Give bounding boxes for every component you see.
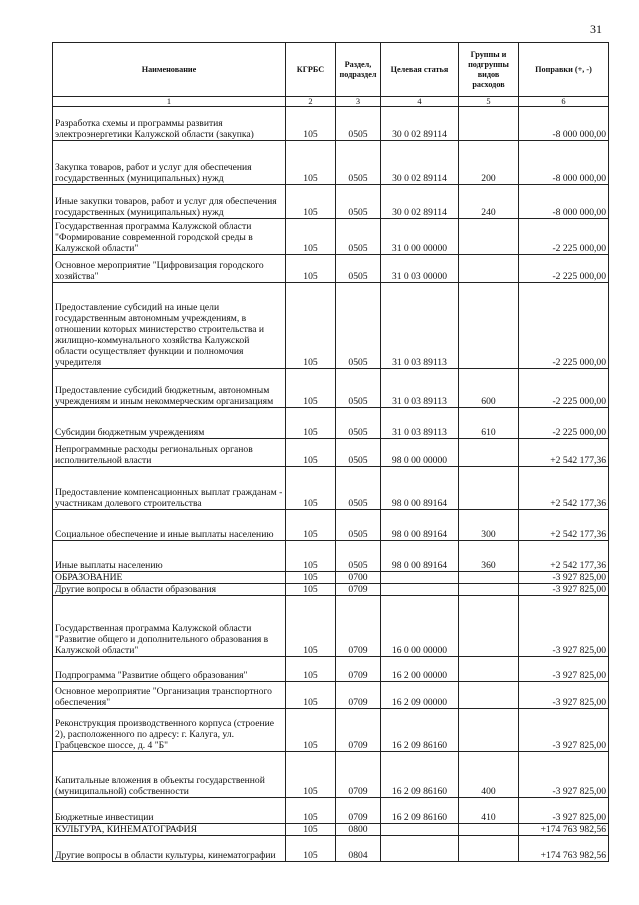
row-kgrbs: 105	[286, 467, 336, 510]
row-kgrbs: 105	[286, 584, 336, 596]
row-expense-group: 410	[459, 798, 519, 824]
row-section: 0505	[336, 408, 381, 439]
row-expense-group	[459, 584, 519, 596]
row-target-article: 16 2 09 86160	[381, 798, 459, 824]
table-row	[53, 709, 609, 752]
table-row	[53, 510, 609, 541]
row-name: Подпрограмма "Развитие общего образования"	[53, 657, 286, 682]
column-number: 3	[336, 97, 381, 107]
row-target-article: 98 0 00 89164	[381, 541, 459, 572]
table-row	[53, 836, 609, 862]
row-section: 0505	[336, 255, 381, 283]
row-amount: -3 927 825,00	[519, 584, 609, 596]
row-target-article	[381, 584, 459, 596]
table-row	[53, 439, 609, 467]
row-section: 0505	[336, 467, 381, 510]
row-name: Предоставление субсидий на иные цели государственным автономным учреждениям, в отношении которых министерство строительства и жилищно-коммунального хозяйства Калужской области осуществляет функции и полномочия учредителя	[53, 283, 286, 369]
row-section: 0709	[336, 798, 381, 824]
row-amount: -2 225 000,00	[519, 369, 609, 408]
row-kgrbs: 105	[286, 596, 336, 657]
row-kgrbs: 105	[286, 185, 336, 219]
row-section: 0709	[336, 682, 381, 709]
row-target-article: 31 0 03 00000	[381, 255, 459, 283]
row-target-article: 31 0 03 89113	[381, 283, 459, 369]
row-section: 0505	[336, 283, 381, 369]
row-name: ОБРАЗОВАНИЕ	[53, 572, 286, 584]
header-section: Раздел, подраздел	[336, 43, 381, 97]
row-name: Предоставление компенсационных выплат гражданам - участникам долевого строительства	[53, 467, 286, 510]
row-target-article	[381, 836, 459, 862]
row-amount: -2 225 000,00	[519, 255, 609, 283]
row-expense-group	[459, 596, 519, 657]
row-amount: +174 763 982,56	[519, 824, 609, 836]
table-row	[53, 141, 609, 185]
row-kgrbs: 105	[286, 709, 336, 752]
table-row	[53, 682, 609, 709]
row-target-article: 16 2 09 86160	[381, 709, 459, 752]
table-header-row	[53, 43, 609, 97]
row-name: Закупка товаров, работ и услуг для обеспечения государственных (муниципальных) нужд	[53, 141, 286, 185]
row-expense-group: 610	[459, 408, 519, 439]
row-expense-group	[459, 219, 519, 255]
row-name: Субсидии бюджетным учреждениям	[53, 408, 286, 439]
row-target-article: 31 0 03 89113	[381, 369, 459, 408]
row-kgrbs: 105	[286, 408, 336, 439]
row-amount: -3 927 825,00	[519, 657, 609, 682]
row-section: 0804	[336, 836, 381, 862]
budget-amendments-table	[52, 42, 609, 862]
row-expense-group	[459, 107, 519, 141]
row-name: Государственная программа Калужской области "Развитие общего и дополнительного образования в Калужской области"	[53, 596, 286, 657]
row-amount: -2 225 000,00	[519, 219, 609, 255]
table-row	[53, 596, 609, 657]
row-kgrbs: 105	[286, 283, 336, 369]
row-expense-group	[459, 255, 519, 283]
table-row	[53, 107, 609, 141]
row-target-article	[381, 572, 459, 584]
row-expense-group: 360	[459, 541, 519, 572]
row-amount: +174 763 982,56	[519, 836, 609, 862]
table-row	[53, 584, 609, 596]
row-target-article: 16 0 00 00000	[381, 596, 459, 657]
row-name: Иные выплаты населению	[53, 541, 286, 572]
row-target-article: 98 0 00 89164	[381, 467, 459, 510]
row-amount: +2 542 177,36	[519, 439, 609, 467]
row-amount: -8 000 000,00	[519, 141, 609, 185]
row-section: 0505	[336, 219, 381, 255]
row-expense-group	[459, 283, 519, 369]
table-row	[53, 219, 609, 255]
row-section: 0709	[336, 752, 381, 798]
header-group: Группы и подгруппы видов расходов	[459, 43, 519, 97]
row-amount: -3 927 825,00	[519, 752, 609, 798]
row-kgrbs: 105	[286, 798, 336, 824]
row-kgrbs: 105	[286, 657, 336, 682]
column-number: 2	[286, 97, 336, 107]
table-row	[53, 752, 609, 798]
row-expense-group: 600	[459, 369, 519, 408]
row-kgrbs: 105	[286, 439, 336, 467]
row-expense-group: 200	[459, 141, 519, 185]
row-amount: -2 225 000,00	[519, 283, 609, 369]
row-amount: -3 927 825,00	[519, 572, 609, 584]
row-kgrbs: 105	[286, 255, 336, 283]
row-kgrbs: 105	[286, 752, 336, 798]
row-name: Социальное обеспечение и иные выплаты населению	[53, 510, 286, 541]
row-amount: -3 927 825,00	[519, 682, 609, 709]
header-target: Целевая статья	[381, 43, 459, 97]
table-row	[53, 657, 609, 682]
row-expense-group	[459, 824, 519, 836]
row-name: Реконструкция производственного корпуса (строение 2), расположенного по адресу: г. Калуга, ул. Грабцевское шоссе, д. 4 "Б"	[53, 709, 286, 752]
column-number: 4	[381, 97, 459, 107]
table-row	[53, 467, 609, 510]
row-target-article: 98 0 00 89164	[381, 510, 459, 541]
row-expense-group	[459, 657, 519, 682]
row-kgrbs: 105	[286, 141, 336, 185]
row-kgrbs: 105	[286, 541, 336, 572]
row-section: 0505	[336, 369, 381, 408]
row-section: 0505	[336, 439, 381, 467]
row-target-article: 30 0 02 89114	[381, 185, 459, 219]
row-target-article: 30 0 02 89114	[381, 107, 459, 141]
row-amount: -8 000 000,00	[519, 107, 609, 141]
row-name: Основное мероприятие "Цифровизация городского хозяйства"	[53, 255, 286, 283]
row-target-article: 16 2 00 00000	[381, 657, 459, 682]
row-amount: +2 542 177,36	[519, 541, 609, 572]
table-row	[53, 185, 609, 219]
row-expense-group	[459, 682, 519, 709]
table-row	[53, 255, 609, 283]
row-name: Основное мероприятие "Организация транспортного обеспечения"	[53, 682, 286, 709]
row-amount: -8 000 000,00	[519, 185, 609, 219]
row-section: 0709	[336, 584, 381, 596]
row-target-article: 31 0 00 00000	[381, 219, 459, 255]
row-expense-group	[459, 572, 519, 584]
header-kgrbs: КГРБС	[286, 43, 336, 97]
row-amount: +2 542 177,36	[519, 510, 609, 541]
row-amount: -2 225 000,00	[519, 408, 609, 439]
row-expense-group	[459, 439, 519, 467]
table-row	[53, 572, 609, 584]
row-expense-group: 400	[459, 752, 519, 798]
page-number: 31	[590, 22, 602, 36]
header-name: Наименование	[53, 43, 286, 97]
row-expense-group: 240	[459, 185, 519, 219]
row-target-article: 16 2 09 00000	[381, 682, 459, 709]
row-name: Государственная программа Калужской области "Формирование современной городской среды в Калужской области"	[53, 219, 286, 255]
row-section: 0505	[336, 541, 381, 572]
row-kgrbs: 105	[286, 682, 336, 709]
column-number-row	[53, 97, 609, 107]
row-kgrbs: 105	[286, 836, 336, 862]
row-expense-group	[459, 709, 519, 752]
row-amount: -3 927 825,00	[519, 709, 609, 752]
row-target-article: 30 0 02 89114	[381, 141, 459, 185]
table-row	[53, 798, 609, 824]
column-number: 1	[53, 97, 286, 107]
row-kgrbs: 105	[286, 107, 336, 141]
row-expense-group: 300	[459, 510, 519, 541]
row-section: 0505	[336, 510, 381, 541]
row-kgrbs: 105	[286, 510, 336, 541]
row-kgrbs: 105	[286, 369, 336, 408]
row-expense-group	[459, 836, 519, 862]
row-kgrbs: 105	[286, 219, 336, 255]
row-name: Разработка схемы и программы развития электроэнергетики Калужской области (закупка)	[53, 107, 286, 141]
table-row	[53, 369, 609, 408]
row-name: КУЛЬТУРА, КИНЕМАТОГРАФИЯ	[53, 824, 286, 836]
row-amount: -3 927 825,00	[519, 798, 609, 824]
row-name: Непрограммные расходы региональных органов исполнительной власти	[53, 439, 286, 467]
row-section: 0709	[336, 596, 381, 657]
row-section: 0505	[336, 185, 381, 219]
row-name: Бюджетные инвестиции	[53, 798, 286, 824]
header-amendment: Поправки (+, -)	[519, 43, 609, 97]
row-section: 0505	[336, 107, 381, 141]
row-section: 0800	[336, 824, 381, 836]
row-section: 0709	[336, 709, 381, 752]
row-name: Предоставление субсидий бюджетным, автономным учреждениям и иным некоммерческим организациям	[53, 369, 286, 408]
row-expense-group	[459, 467, 519, 510]
row-name: Иные закупки товаров, работ и услуг для обеспечения государственных (муниципальных) нужд	[53, 185, 286, 219]
table-row	[53, 824, 609, 836]
row-amount: -3 927 825,00	[519, 596, 609, 657]
row-target-article: 98 0 00 00000	[381, 439, 459, 467]
row-name: Капитальные вложения в объекты государственной (муниципальной) собственности	[53, 752, 286, 798]
row-kgrbs: 105	[286, 824, 336, 836]
row-section: 0505	[336, 141, 381, 185]
table-row	[53, 541, 609, 572]
column-number: 6	[519, 97, 609, 107]
row-amount: +2 542 177,36	[519, 467, 609, 510]
row-name: Другие вопросы в области культуры, кинематографии	[53, 836, 286, 862]
row-section: 0700	[336, 572, 381, 584]
row-kgrbs: 105	[286, 572, 336, 584]
row-target-article: 31 0 03 89113	[381, 408, 459, 439]
table-row	[53, 408, 609, 439]
row-target-article	[381, 824, 459, 836]
row-section: 0709	[336, 657, 381, 682]
column-number: 5	[459, 97, 519, 107]
table-row	[53, 283, 609, 369]
row-name: Другие вопросы в области образования	[53, 584, 286, 596]
row-target-article: 16 2 09 86160	[381, 752, 459, 798]
